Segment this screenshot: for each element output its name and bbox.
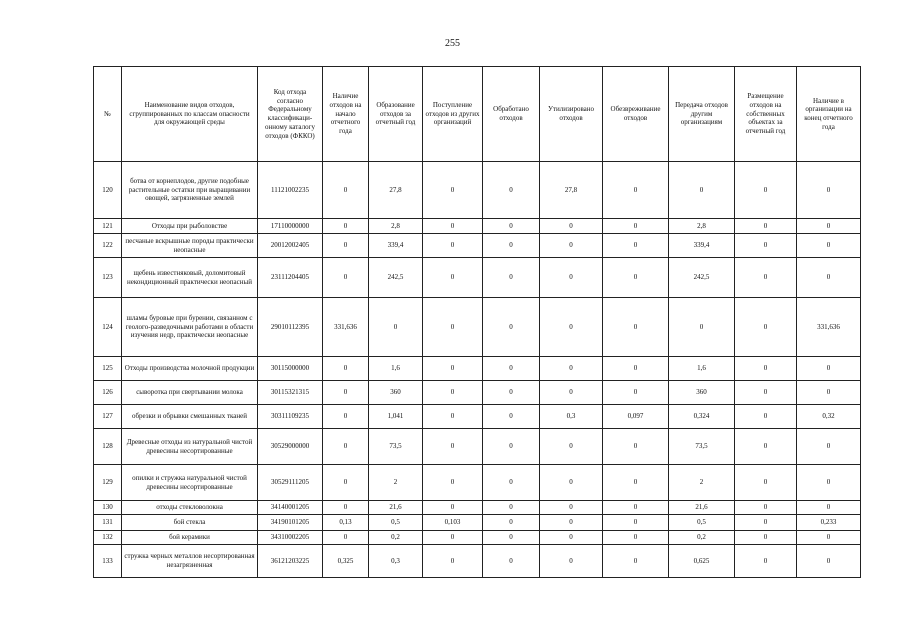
table-cell: 20012002405 (258, 234, 323, 258)
table-row (94, 429, 861, 465)
table-cell: шламы буровые при бурении, связанном с геолого-разведочными работами в области изучения недр, практически неопасные (122, 298, 258, 357)
table-cell: 0 (540, 465, 603, 501)
table-cell: 30115000000 (258, 357, 323, 381)
table-cell: 0 (483, 429, 540, 465)
table-row (94, 515, 861, 531)
table-cell: 0 (423, 381, 483, 405)
header-cell: Передача отходов другим организациям (669, 67, 735, 162)
table-cell: 30311109235 (258, 405, 323, 429)
header-row (94, 67, 861, 162)
header-cell: Наименование видов отходов, сгруппированных по классам опасности для окружающей среды (122, 67, 258, 162)
table-cell: 130 (94, 501, 122, 515)
table-cell: 0,097 (603, 405, 669, 429)
table-cell: 125 (94, 357, 122, 381)
table-row (94, 234, 861, 258)
table-cell: 11121002235 (258, 162, 323, 219)
page-number: 255 (445, 38, 460, 49)
table-cell: 0 (540, 258, 603, 298)
table-cell: 331,636 (797, 298, 861, 357)
table-cell: 0 (735, 429, 797, 465)
table-cell: 0 (797, 501, 861, 515)
table-cell: 0,103 (423, 515, 483, 531)
table-cell: 0 (540, 515, 603, 531)
table-cell: 0 (735, 381, 797, 405)
table-cell: 0,5 (669, 515, 735, 531)
table-cell: отходы стекловолокна (122, 501, 258, 515)
table-cell: бой стекла (122, 515, 258, 531)
table-cell: 0 (603, 531, 669, 545)
table-cell: 339,4 (369, 234, 423, 258)
table-cell: 0 (483, 298, 540, 357)
table-cell: сыворотка при свертывании молока (122, 381, 258, 405)
table-cell: 133 (94, 545, 122, 578)
table-cell: 0 (603, 298, 669, 357)
table-cell: 0 (603, 357, 669, 381)
table-cell: 0 (735, 258, 797, 298)
table-cell: 128 (94, 429, 122, 465)
table-cell: 30529111205 (258, 465, 323, 501)
table-cell: 0 (369, 298, 423, 357)
table-cell: 0 (797, 357, 861, 381)
table-cell: 0 (483, 162, 540, 219)
table-cell: 0 (735, 298, 797, 357)
table-cell: 0 (483, 381, 540, 405)
table-row (94, 531, 861, 545)
table-cell: 0 (669, 162, 735, 219)
table-cell: обрезки и обрывки смешанных тканей (122, 405, 258, 429)
table-cell: 0 (797, 381, 861, 405)
header-cell: Утилизировано отходов (540, 67, 603, 162)
table-cell: 0,2 (369, 531, 423, 545)
table-cell: 0 (423, 465, 483, 501)
table-cell: 0 (423, 234, 483, 258)
table-cell: 331,636 (323, 298, 369, 357)
table-cell: 0,2 (669, 531, 735, 545)
table-cell: 120 (94, 162, 122, 219)
table-cell: 27,8 (369, 162, 423, 219)
table-row (94, 357, 861, 381)
table-cell: 0 (540, 545, 603, 578)
table-cell: 132 (94, 531, 122, 545)
table-cell: 30115321315 (258, 381, 323, 405)
table-cell: 2,8 (369, 219, 423, 234)
table-cell: 0 (735, 515, 797, 531)
table-cell: 1,6 (369, 357, 423, 381)
table-cell: песчаные вскрышные породы практически неопасные (122, 234, 258, 258)
table-cell: 73,5 (669, 429, 735, 465)
table-cell: 27,8 (540, 162, 603, 219)
table-cell: 34190101205 (258, 515, 323, 531)
table-row (94, 465, 861, 501)
table-cell: 0 (735, 357, 797, 381)
table-cell: 242,5 (669, 258, 735, 298)
table-cell: 0 (423, 219, 483, 234)
table-cell: 124 (94, 298, 122, 357)
table-cell: 0 (483, 405, 540, 429)
table-cell: 0 (603, 234, 669, 258)
table-cell: 0 (540, 357, 603, 381)
header-cell: Наличие отходов на начало отчетного года (323, 67, 369, 162)
header-cell: Код отхода согласно Федеральному классификаци-онному каталогу отходов (ФККО) (258, 67, 323, 162)
table-cell: 0 (735, 219, 797, 234)
table-cell: 0 (483, 219, 540, 234)
header-cell: Размещение отходов на собственных объектах за отчетный год (735, 67, 797, 162)
table-cell: 0 (735, 405, 797, 429)
table-cell: 2,8 (669, 219, 735, 234)
table-cell: 0 (483, 545, 540, 578)
table-cell: 0 (540, 531, 603, 545)
table-row (94, 219, 861, 234)
table-cell: 242,5 (369, 258, 423, 298)
table-cell: Отходы производства молочной продукции (122, 357, 258, 381)
table-cell: щебень известняковый, доломитовый некондиционный практически неопасный (122, 258, 258, 298)
waste-table (93, 66, 861, 578)
table-cell: 2 (669, 465, 735, 501)
table-cell: 0 (483, 501, 540, 515)
table-cell: 23111204405 (258, 258, 323, 298)
table-cell: 122 (94, 234, 122, 258)
table-cell: 0 (323, 219, 369, 234)
table-cell: 0 (323, 258, 369, 298)
table-cell: 0 (423, 298, 483, 357)
table-cell: 0 (323, 234, 369, 258)
table-cell: 0 (423, 405, 483, 429)
table-cell: опилки и стружка натуральной чистой древесины несортированные (122, 465, 258, 501)
table-cell: 17110000000 (258, 219, 323, 234)
table-cell: 0 (797, 545, 861, 578)
table-cell: 0 (603, 545, 669, 578)
table-row (94, 381, 861, 405)
table-cell: 0 (323, 429, 369, 465)
table-cell: 0 (735, 465, 797, 501)
header-cell: № (94, 67, 122, 162)
table-cell: 0 (735, 531, 797, 545)
table-cell: 1,6 (669, 357, 735, 381)
table-cell: 0,5 (369, 515, 423, 531)
table-cell: 34310002205 (258, 531, 323, 545)
table-cell: ботва от корнеплодов, другие подобные растительные остатки при выращивании овощей, загрязненные землей (122, 162, 258, 219)
table-cell: 0 (423, 429, 483, 465)
table-cell: 0 (423, 531, 483, 545)
table-cell: 0,13 (323, 515, 369, 531)
header-cell: Обезвреживание отходов (603, 67, 669, 162)
table-cell: бой керамики (122, 531, 258, 545)
table-row (94, 545, 861, 578)
table-cell: 0 (603, 515, 669, 531)
table-cell: 0 (423, 501, 483, 515)
table-cell: 0 (797, 429, 861, 465)
table-cell: 0,3 (369, 545, 423, 578)
table-cell: 0 (323, 381, 369, 405)
table-cell: 0 (323, 465, 369, 501)
table-cell: 36121203225 (258, 545, 323, 578)
table-cell: 0,324 (669, 405, 735, 429)
table-cell: 0 (735, 234, 797, 258)
table-cell: 0 (423, 545, 483, 578)
table-cell: 121 (94, 219, 122, 234)
table-cell: 0,233 (797, 515, 861, 531)
header-cell: Обработано отходов (483, 67, 540, 162)
header-cell: Образование отходов за отчетный год (369, 67, 423, 162)
table-cell: 339,4 (669, 234, 735, 258)
table-cell: 127 (94, 405, 122, 429)
table-cell: 0 (797, 258, 861, 298)
table-cell: 360 (669, 381, 735, 405)
table-cell: 0 (797, 531, 861, 545)
table-cell: 0 (603, 258, 669, 298)
header-cell: Поступление отходов из других организаций (423, 67, 483, 162)
table-cell: 0 (423, 357, 483, 381)
table-row (94, 405, 861, 429)
table-cell: 0 (735, 545, 797, 578)
table-cell: 2 (369, 465, 423, 501)
table-cell: 0 (423, 162, 483, 219)
table-row (94, 501, 861, 515)
table-cell: 0 (540, 298, 603, 357)
table-cell: 73,5 (369, 429, 423, 465)
table-row (94, 258, 861, 298)
table-cell: 0 (735, 162, 797, 219)
table-cell: 0 (323, 357, 369, 381)
table-cell: 0 (540, 381, 603, 405)
table-cell: 0 (540, 501, 603, 515)
table-cell: 0 (603, 465, 669, 501)
table-cell: 0 (483, 515, 540, 531)
table-cell: 34140001205 (258, 501, 323, 515)
table-cell: Отходы при рыболовстве (122, 219, 258, 234)
table-cell: 0 (483, 258, 540, 298)
table-cell: Древесные отходы из натуральной чистой древесины несортированные (122, 429, 258, 465)
table-cell: 0 (540, 219, 603, 234)
header-cell: Наличие в организации на конец отчетного года (797, 67, 861, 162)
table-cell: 131 (94, 515, 122, 531)
table-cell: 30529000000 (258, 429, 323, 465)
table-cell: 0 (483, 357, 540, 381)
table-cell: 0 (797, 219, 861, 234)
table-cell: 0 (323, 405, 369, 429)
table-cell: 0 (483, 234, 540, 258)
table-cell: 0 (323, 162, 369, 219)
table-cell: 129 (94, 465, 122, 501)
table-cell: 0 (603, 429, 669, 465)
table-cell: 0 (483, 531, 540, 545)
table-cell: 0 (483, 465, 540, 501)
table-cell: 21,6 (369, 501, 423, 515)
table-row (94, 298, 861, 357)
table-cell: 0 (323, 501, 369, 515)
table-cell: 360 (369, 381, 423, 405)
table-cell: 0 (797, 465, 861, 501)
table-cell: 0 (423, 258, 483, 298)
table-row (94, 162, 861, 219)
table-cell: 0 (603, 501, 669, 515)
table-cell: 0 (735, 501, 797, 515)
table-cell: 29010112395 (258, 298, 323, 357)
table-cell: 1,041 (369, 405, 423, 429)
table-cell: 0 (603, 381, 669, 405)
table-cell: 0 (797, 234, 861, 258)
table-cell: 0,325 (323, 545, 369, 578)
table-cell: 123 (94, 258, 122, 298)
table-cell: 0 (540, 429, 603, 465)
table-cell: 0 (603, 162, 669, 219)
table-cell: 0 (323, 531, 369, 545)
table-cell: 0 (603, 219, 669, 234)
table-cell: 21,6 (669, 501, 735, 515)
table-cell: 0,625 (669, 545, 735, 578)
table-cell: 0,32 (797, 405, 861, 429)
table-cell: 0 (540, 234, 603, 258)
table-cell: 0,3 (540, 405, 603, 429)
table-cell: 0 (669, 298, 735, 357)
table-cell: стружка черных металлов несортированная незагрязненная (122, 545, 258, 578)
table-cell: 126 (94, 381, 122, 405)
table-cell: 0 (797, 162, 861, 219)
